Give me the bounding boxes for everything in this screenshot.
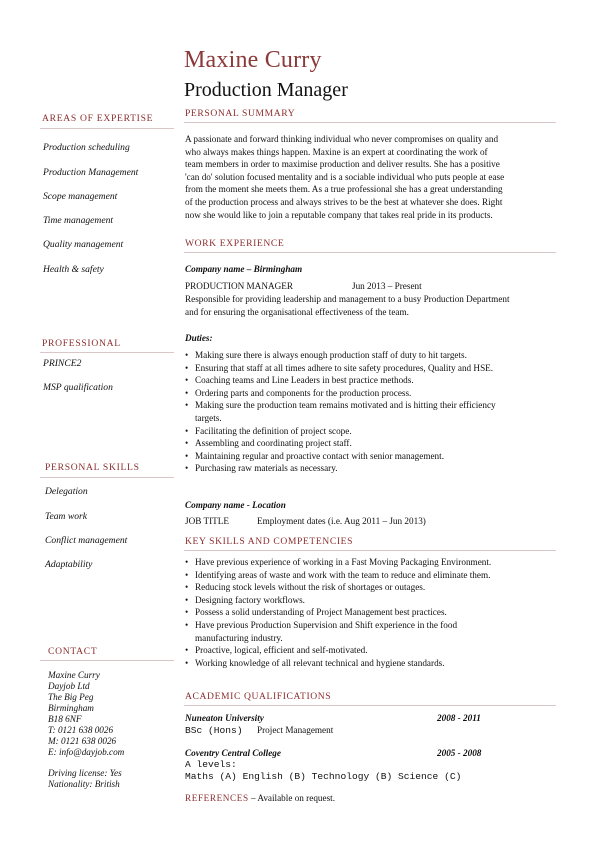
- company-name-2: Company name - Location: [185, 500, 286, 510]
- a-levels-subjects: Maths (A) English (B) Technology (B) Science (C): [185, 771, 462, 782]
- degree-1-subject: Project Management: [257, 725, 334, 735]
- duty-item: • Facilitating the definition of project scope.: [185, 425, 535, 438]
- skill-competency-item: • Proactive, logical, efficient and self-motivated.: [185, 644, 515, 657]
- school-2-years: 2005 - 2008: [437, 748, 482, 758]
- expertise-item: Health & safety: [43, 264, 104, 275]
- skills-competencies-heading: KEY SKILLS AND COMPETENCIES: [185, 536, 354, 547]
- duty-item: • Purchasing raw materials as necessary.: [185, 462, 535, 475]
- school-1-years: 2008 - 2011: [437, 713, 481, 723]
- skill-competency-item: • Working knowledge of all relevant technical and hygiene standards.: [185, 657, 515, 670]
- skills-divider: [40, 477, 174, 478]
- summary-line: 'can do' solution focused mentality and is a sociable individual who puts people at ease: [185, 171, 505, 182]
- duty-item: • Ensuring that staff at all times adhere to site safety procedures, Quality and HSE.: [185, 362, 535, 375]
- role-2: JOB TITLE: [185, 516, 229, 526]
- duty-item: • Assembling and coordinating project staff.: [185, 437, 535, 450]
- work-heading: WORK EXPERIENCE: [185, 238, 285, 249]
- skills-list: [185, 556, 515, 669]
- professional-divider: [40, 352, 174, 353]
- professional-item: MSP qualification: [43, 382, 113, 393]
- nationality: Nationality: British: [48, 779, 120, 789]
- expertise-item: Production Management: [43, 167, 139, 178]
- skill-competency-item: • Have previous experience of working in a Fast Moving Packaging Environment.: [185, 556, 530, 569]
- skill-item: Team work: [45, 511, 88, 522]
- summary-line: from the moment she meets them. As a true professional she has a great understanding: [185, 184, 503, 195]
- skills-competencies-divider: [184, 550, 556, 551]
- degree-1: BSc (Hons): [185, 725, 243, 736]
- duties-list: [185, 349, 535, 475]
- summary-line: of the production process and always strives to be the best at whatever she does. Right: [185, 196, 503, 207]
- skill-competency-item: • Designing factory workflows.: [185, 594, 515, 607]
- contact-mobile: M: 0121 638 0026: [48, 736, 117, 746]
- skill-competency-item: • Have previous Production Supervision and Shift experience in the food manufacturing industry.: [185, 619, 495, 644]
- skill-item: Conflict management: [45, 535, 128, 546]
- expertise-divider: [40, 128, 174, 129]
- professional-item: PRINCE2: [43, 358, 82, 369]
- role-1: PRODUCTION MANAGER: [185, 281, 293, 291]
- references-text: – Available on request.: [248, 793, 336, 803]
- references-line: [185, 793, 335, 803]
- contact-line: Birmingham: [48, 703, 94, 713]
- expertise-heading: AREAS OF EXPERTISE: [42, 113, 154, 124]
- references-heading: REFERENCES: [185, 793, 249, 803]
- contact-line: Dayjob Ltd: [48, 681, 90, 691]
- professional-heading: PROFESSIONAL: [42, 338, 121, 349]
- school-1: Nuneaton University: [185, 713, 264, 723]
- duty-item: • Ordering parts and components for the production process.: [185, 387, 535, 400]
- skill-competency-item: • Reducing stock levels without the risk of shortages or outages.: [185, 581, 515, 594]
- summary-line: who always makes things happen. Maxine is an expert at coordinating the work of: [185, 146, 488, 157]
- company-name-1: Company name – Birmingham: [185, 264, 303, 274]
- dates-1: Jun 2013 – Present: [352, 281, 422, 291]
- driving-license: Driving license: Yes: [48, 768, 122, 778]
- skills-heading: PERSONAL SKILLS: [45, 462, 140, 473]
- duty-item: • Maintaining regular and proactive contact with senior management.: [185, 450, 535, 463]
- skill-competency-item: • Possess a solid understanding of Project Management best practices.: [185, 606, 515, 619]
- summary-heading: PERSONAL SUMMARY: [185, 108, 296, 119]
- candidate-name: Maxine Curry: [184, 47, 322, 73]
- contact-heading: CONTACT: [48, 646, 98, 657]
- a-levels-label: A levels:: [185, 759, 237, 770]
- contact-divider: [40, 660, 174, 661]
- expertise-item: Scope management: [43, 191, 118, 202]
- summary-divider: [184, 122, 556, 123]
- work-divider: [184, 252, 556, 253]
- dates-2: Employment dates (i.e. Aug 2011 – Jun 2013): [257, 516, 426, 526]
- duty-item: • Making sure the production team remains motivated and is hitting their efficiency targets.: [185, 399, 523, 424]
- academic-heading: ACADEMIC QUALIFICATIONS: [185, 691, 332, 702]
- contact-email: E: info@dayjob.com: [48, 747, 125, 757]
- summary-line: A passionate and forward thinking individual who never compromises on quality and: [185, 134, 499, 144]
- expertise-item: Time management: [43, 215, 114, 226]
- contact-line: B18 6NF: [48, 714, 82, 724]
- school-2: Coventry Central College: [185, 748, 281, 758]
- skill-item: Adaptability: [45, 559, 93, 570]
- contact-line: The Big Peg: [48, 692, 94, 702]
- skill-competency-item: • Identifying areas of waste and work with the team to reduce and eliminate them.: [185, 569, 515, 582]
- summary-paragraph: [185, 133, 530, 221]
- summary-line: now she would like to join a reputable company that takes real pride in its products.: [185, 209, 493, 220]
- expertise-item: Quality management: [43, 239, 124, 250]
- role-description-line: and for ensuring the organisational effectiveness of the team.: [185, 307, 409, 317]
- expertise-item: Production scheduling: [43, 142, 130, 153]
- academic-divider: [184, 705, 556, 706]
- duty-item: • Making sure there is always enough production staff of duty to hit targets.: [185, 349, 535, 362]
- role-description-line: Responsible for providing leadership and management to a busy Production Department: [185, 294, 510, 304]
- contact-line: Maxine Curry: [48, 670, 100, 680]
- contact-phone: T: 0121 638 0026: [48, 725, 114, 735]
- skill-item: Delegation: [45, 486, 88, 497]
- job-title: Production Manager: [184, 79, 348, 101]
- duties-heading: Duties:: [185, 333, 213, 343]
- duty-item: • Coaching teams and Line Leaders in best practice methods.: [185, 374, 535, 387]
- summary-line: team members in order to maximise production and deliver results. She has a positive: [185, 159, 500, 170]
